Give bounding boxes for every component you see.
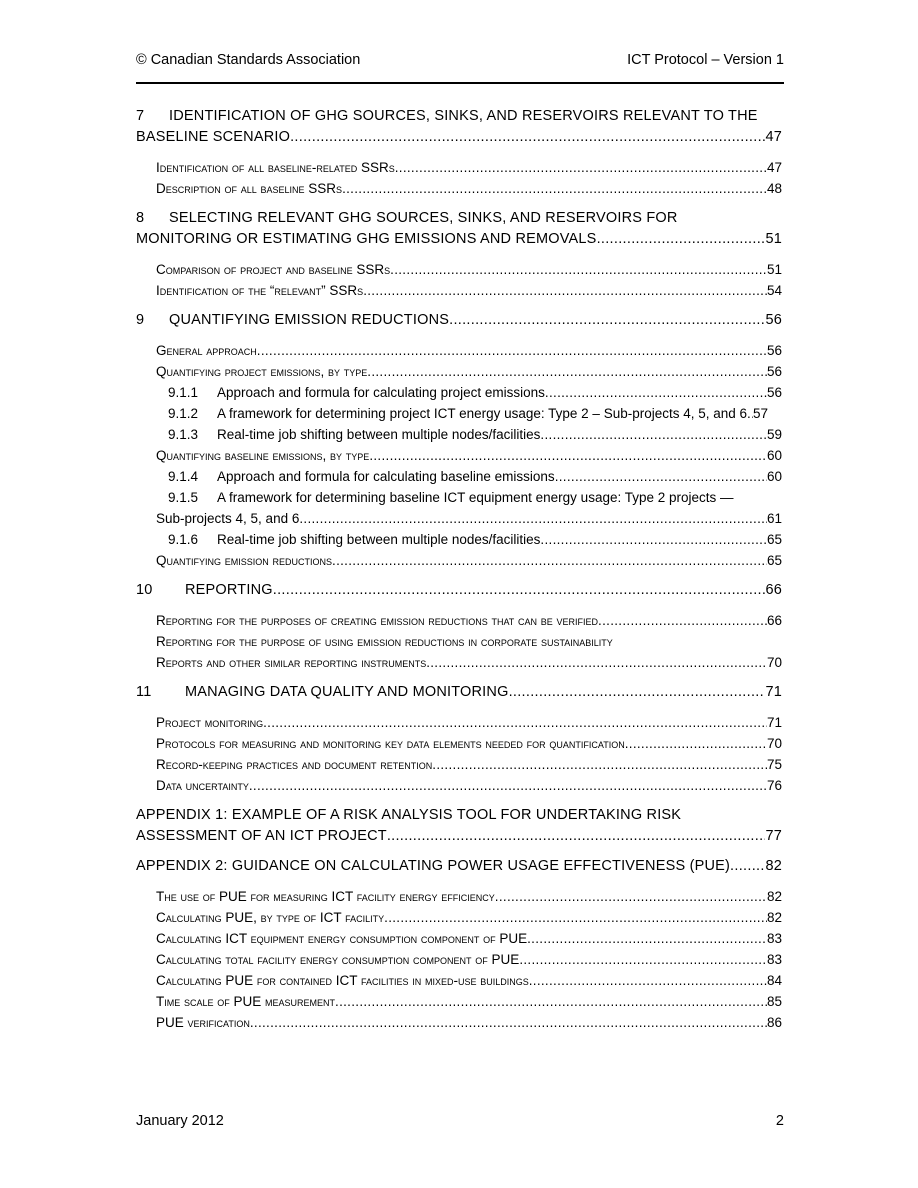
chapter-number: 8 [136,210,145,226]
section-title: Calculating PUE for contained ICT facilities in mixed-use buildings [156,973,529,988]
toc-section[interactable] [136,259,782,280]
dot-leader [495,886,767,907]
appendix-title-line2: ASSESSMENT OF AN ICT PROJECT [136,828,387,844]
dot-leader [290,127,765,148]
dot-leader [598,610,767,631]
chapter-number: 7 [136,108,145,124]
toc-section[interactable] [136,949,782,970]
page-number: 76 [766,778,782,793]
toc-chapter-7[interactable] [136,106,782,148]
page-number: 54 [766,283,782,298]
dot-leader [597,229,766,250]
section-title: PUE verification [156,1015,250,1030]
page-number: 56 [766,385,782,400]
section-title: Calculating PUE, by type of ICT facility [156,910,385,925]
toc-appendix-1[interactable] [136,805,782,847]
dot-leader [449,310,765,331]
chapter-number: 9 [136,312,145,328]
toc-section[interactable] [136,157,782,178]
dot-leader [387,826,766,847]
header-copyright: © Canadian Standards Association [136,52,361,68]
toc-chapter-8[interactable] [136,208,782,250]
page-number: 65 [766,532,782,547]
toc-subsection[interactable] [136,529,782,550]
toc-appendix-2[interactable] [136,856,782,877]
dot-leader [250,1012,767,1033]
page-number: 83 [766,952,782,967]
page-number: 82 [766,889,782,904]
page-number: 84 [766,973,782,988]
section-title: Identification of the “relevant” SSRs [156,283,364,298]
table-of-contents [136,106,782,1033]
page-number: 70 [766,655,782,670]
toc-section[interactable] [136,361,782,382]
toc-chapter-9[interactable] [136,310,782,331]
section-title: Identification of all baseline-related SSRs [156,160,395,175]
header-rule [136,82,784,84]
dot-leader [299,508,767,529]
toc-subsection[interactable] [136,403,782,424]
section-title: Comparison of project and baseline SSRs [156,262,391,277]
toc-section[interactable] [136,1012,782,1033]
subsection-title: Approach and formula for calculating baseline emissions [217,469,555,484]
dot-leader [540,529,767,550]
section-title: Description of all baseline SSRs [156,181,343,196]
toc-subsection[interactable] [136,382,782,403]
page-number: 71 [766,715,782,730]
dot-leader [257,340,767,361]
appendix-title: APPENDIX 2: GUIDANCE ON CALCULATING POWER USAGE EFFECTIVENESS (PUE) [136,858,731,874]
footer-page-number: 2 [775,1113,784,1129]
page-number: 65 [766,553,782,568]
dot-leader [273,580,766,601]
toc-section[interactable] [136,886,782,907]
page-number: 77 [765,828,782,844]
page-number: 86 [766,1015,782,1030]
subsection-number: 9.1.4 [168,469,199,484]
page-number: 56 [766,364,782,379]
toc-section[interactable] [136,178,782,199]
page-number: 60 [766,448,782,463]
toc-section[interactable] [136,754,782,775]
dot-leader [263,712,767,733]
section-title: Project monitoring [156,715,264,730]
subsection-number: 9.1.6 [168,532,199,547]
section-title: Quantifying baseline emissions, by type [156,448,370,463]
section-title-line2: Reports and other similar reporting instruments [156,655,427,670]
dot-leader [540,424,767,445]
dot-leader [249,775,767,796]
page-number: 47 [765,129,782,145]
toc-section[interactable] [136,733,782,754]
chapter-title-line2: MONITORING OR ESTIMATING GHG EMISSIONS AND REMOVALS [136,231,597,247]
subsection-title: Real-time job shifting between multiple nodes/facilities [217,427,541,442]
dot-leader [342,178,767,199]
toc-chapter-10[interactable] [136,580,782,601]
section-title: Reporting for the purposes of creating emission reductions that can be verified [156,613,599,628]
page-number: 47 [766,160,782,175]
footer-date: January 2012 [136,1113,224,1129]
header-document-title: ICT Protocol – Version 1 [627,52,784,68]
page-number: 75 [766,757,782,772]
chapter-number: 11 [136,684,152,700]
page-number: 59 [766,427,782,442]
page-number: 85 [766,994,782,1009]
toc-section[interactable] [136,712,782,733]
dot-leader [367,361,767,382]
toc-section[interactable] [136,907,782,928]
toc-section[interactable] [136,340,782,361]
toc-section[interactable] [136,970,782,991]
chapter-title: REPORTING [185,582,273,598]
section-title-line1: Reporting for the purpose of using emission reductions in corporate sustainability [156,634,613,649]
subsection-number: 9.1.2 [168,406,199,421]
section-title: Quantifying project emissions, by type [156,364,368,379]
chapter-title-line1: IDENTIFICATION OF GHG SOURCES, SINKS, AND RESERVOIRS RELEVANT TO THE [169,108,758,124]
page-number: 60 [766,469,782,484]
dot-leader [555,466,767,487]
page-number: 66 [765,582,782,598]
page-number: 70 [766,736,782,751]
toc-section[interactable] [136,991,782,1012]
subsection-title: A framework for determining project ICT energy usage: Type 2 – Sub-projects 4, 5, and 6 [217,406,748,421]
section-title: Calculating ICT equipment energy consumption component of PUE [156,931,528,946]
toc-subsection[interactable] [136,424,782,445]
appendix-title-line1: APPENDIX 1: EXAMPLE OF A RISK ANALYSIS TOOL FOR UNDERTAKING RISK [136,807,682,823]
dot-leader [335,991,767,1012]
dot-leader [363,280,767,301]
page-number: 82 [765,858,782,874]
dot-leader [527,928,767,949]
dot-leader [529,970,767,991]
section-title: Record-keeping practices and document retention [156,757,433,772]
chapter-title: QUANTIFYING EMISSION REDUCTIONS [169,312,450,328]
dot-leader [509,682,766,703]
page-number: 66 [766,613,782,628]
toc-section[interactable] [136,550,782,571]
subsection-title: Real-time job shifting between multiple nodes/facilities [217,532,541,547]
page-number: 51 [765,231,782,247]
dot-leader [390,259,767,280]
toc-section[interactable] [136,280,782,301]
dot-leader [384,907,767,928]
page-number: 57 [753,406,769,421]
dot-leader [426,652,767,673]
page-number: 51 [766,262,782,277]
dot-leader [332,550,767,571]
subsection-title-line1: A framework for determining baseline ICT equipment energy usage: Type 2 projects — [217,490,734,505]
chapter-title: MANAGING DATA QUALITY AND MONITORING [185,684,509,700]
subsection-number: 9.1.1 [168,385,199,400]
section-title: The use of PUE for measuring ICT facility energy efficiency [156,889,495,904]
section-title: General approach [156,343,257,358]
toc-section[interactable] [136,610,782,631]
chapter-number: 10 [136,582,153,598]
dot-leader [545,382,767,403]
subsection-title-line2: Sub-projects 4, 5, and 6 [156,511,300,526]
toc-chapter-11[interactable] [136,682,782,703]
dot-leader [395,157,767,178]
toc-section[interactable] [136,928,782,949]
section-title: Time scale of PUE measurement [156,994,336,1009]
toc-section[interactable] [136,631,782,673]
section-title: Protocols for measuring and monitoring key data elements needed for quantification [156,736,625,751]
chapter-title-line2: BASELINE SCENARIO [136,129,291,145]
subsection-number: 9.1.3 [168,427,199,442]
toc-subsection[interactable] [136,487,782,529]
dot-leader [432,754,767,775]
chapter-title-line1: SELECTING RELEVANT GHG SOURCES, SINKS, AND RESERVOIRS FOR [169,210,678,226]
section-title: Data uncertainty [156,778,249,793]
page-header [136,52,784,74]
subsection-number: 9.1.5 [168,490,199,505]
dot-leader [730,856,765,877]
page-number: 61 [766,511,782,526]
page-number: 71 [765,684,782,700]
page-number: 56 [765,312,782,328]
toc-section[interactable] [136,775,782,796]
dot-leader [519,949,767,970]
subsection-title: Approach and formula for calculating project emissions [217,385,545,400]
toc-section[interactable] [136,445,782,466]
section-title: Calculating total facility energy consumption component of PUE [156,952,520,967]
page-number: 83 [766,931,782,946]
section-title: Quantifying emission reductions [156,553,333,568]
toc-subsection[interactable] [136,466,782,487]
page-number: 56 [766,343,782,358]
dot-leader [625,733,767,754]
page-number: 48 [766,181,782,196]
dot-leader [369,445,767,466]
page-number: 82 [766,910,782,925]
